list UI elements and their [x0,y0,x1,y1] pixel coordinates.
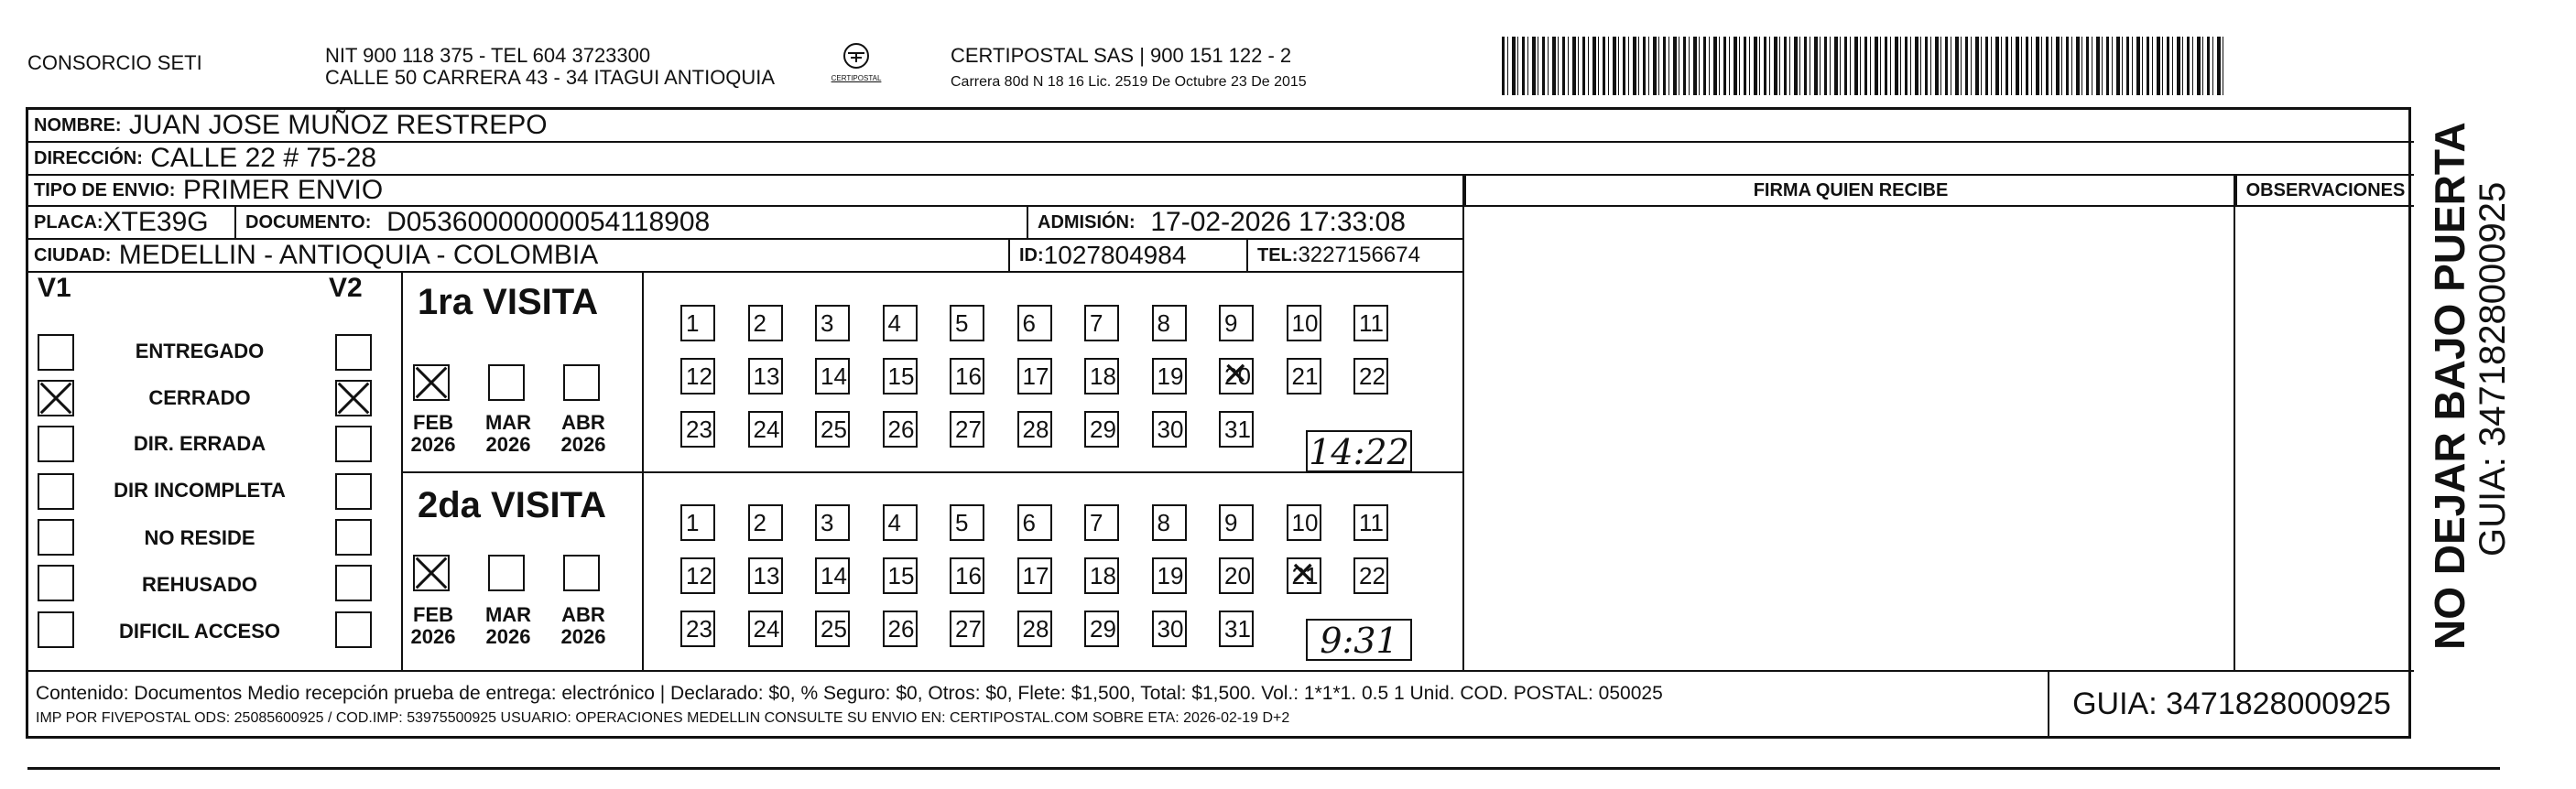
v1-no-reside[interactable] [38,519,74,556]
visit1-day-17[interactable]: 17 [1017,358,1052,394]
visit2-day-22[interactable]: 22 [1353,557,1388,594]
v1-entregado[interactable] [38,334,74,371]
visit2-day-11[interactable]: 11 [1353,504,1388,541]
visit1-day-7[interactable]: 7 [1084,305,1119,341]
direccion-label: DIRECCIÓN: [34,147,143,168]
visit1-abr-year: 2026 [560,433,606,456]
visit1-abr-check[interactable] [563,364,600,401]
id-label: ID: [1019,244,1044,265]
admision-label: ADMISIÓN: [1038,211,1136,232]
visit2-day-10[interactable]: 10 [1287,504,1321,541]
visit1-time: 14:22 [1306,430,1412,472]
visit1-day-24[interactable]: 24 [748,411,783,448]
visit1-day-14[interactable]: 14 [815,358,850,394]
footer-line2: IMP POR FIVEPOSTAL ODS: 25085600925 / COD.IMP: 53975500925 USUARIO: OPERACIONES MEDELLIN CONSULTE SU ENVIO EN: CERTIPOSTAL.COM SOBRE ETA: 2026-02-19 D+2 [36,710,1290,726]
visit2-day-3[interactable]: 3 [815,504,850,541]
firma-label: FIRMA QUIEN RECIBE [1753,179,1949,200]
visit2-abr [556,604,611,648]
documento-cell [234,207,1054,238]
visit2-mar-year: 2026 [485,625,531,648]
visit2-feb-month: FEB [413,603,453,626]
visit2-day-18[interactable]: 18 [1084,557,1119,594]
v1-dificil-acceso[interactable] [38,611,74,648]
v2-dificil-acceso[interactable] [335,611,372,648]
ciudad-value: MEDELLIN - ANTIOQUIA - COLOMBIA [118,240,599,270]
tipo-cell [34,176,383,205]
visit1-abr-month: ABR [561,411,605,434]
id-value: 1027804984 [1043,241,1187,269]
visit1-day-21[interactable]: 21 [1287,358,1321,394]
visit1-day-12[interactable]: 12 [680,358,715,394]
documento-label: DOCUMENTO: [245,211,372,232]
visit2-day-31[interactable]: 31 [1219,611,1254,647]
visit2-day-19[interactable]: 19 [1152,557,1187,594]
v1-cerrado[interactable] [38,380,74,416]
admision-value: 17-02-2026 17:33:08 [1150,207,1406,237]
v2-no-reside[interactable] [335,519,372,556]
v2-dir-errada[interactable] [335,426,372,462]
bottom-rule [27,767,2500,770]
visit2-day-15[interactable]: 15 [883,557,918,594]
visit2-abr-month: ABR [561,603,605,626]
v1-header: V1 [38,273,71,303]
visits-separator [401,471,1464,473]
side-guia: GUIA: 3471828000925 [2473,181,2513,557]
tel-cell [1246,240,1464,271]
visit1-mar-check[interactable] [488,364,525,401]
visit1-day-2[interactable]: 2 [748,305,783,341]
visit2-day-26[interactable]: 26 [883,611,918,647]
visit1-day-5[interactable]: 5 [950,305,984,341]
visit1-day-20[interactable]: 20 ✕ [1219,358,1254,394]
id-cell [1008,240,1274,271]
v1-dir-incompleta[interactable] [38,473,74,510]
visit2-day-13[interactable]: 13 [748,557,783,594]
visit2-day-27[interactable]: 27 [950,611,984,647]
visit2-day-30[interactable]: 30 [1152,611,1187,647]
direccion-value: CALLE 22 # 75-28 [150,143,377,173]
side-warning: NO DEJAR BAJO PUERTA [2426,122,2473,650]
certipostal-logo [829,42,884,97]
visit2-day-8[interactable]: 8 [1152,504,1187,541]
nombre-value: JUAN JOSE MUÑOZ RESTREPO [128,110,548,140]
visit2-day-20[interactable]: 20 [1219,557,1254,594]
v2-header: V2 [329,273,363,303]
visit1-feb [406,412,461,456]
visit2-time: 9:31 [1306,619,1412,661]
visit2-day-2[interactable]: 2 [748,504,783,541]
status-rehusado: REHUSADO [142,573,257,596]
placa-row [28,207,1464,240]
visit1-day-28[interactable]: 28 [1017,411,1052,448]
placa-cell [34,207,209,238]
placa-value: XTE39G [103,207,209,237]
obs-header [2235,176,2414,205]
visit2-feb-year: 2026 [410,625,456,648]
ciudad-cell [34,240,598,271]
visit2-mar [481,604,536,648]
visit2-mar-check[interactable] [488,555,525,591]
visit1-day-18[interactable]: 18 [1084,358,1119,394]
visit1-day-9[interactable]: 9 [1219,305,1254,341]
nombre-label: NOMBRE: [34,114,122,135]
visit1-day-13[interactable]: 13 [748,358,783,394]
footer-line1: Contenido: Documentos Medio recepción prueba de entrega: electrónico | Declarado: $0, % Seguro: $0, Otros: $0, Flete: $1,500, Total: $1,500. Vol.: 1*1*1. 0.5 1 Unid. COD. POSTAL: 050025 [36,683,1663,704]
nombre-row [28,110,2414,143]
visit1-day-16[interactable]: 16 [950,358,984,394]
visit2-day-7[interactable]: 7 [1084,504,1119,541]
nit-line: NIT 900 118 375 - TEL 604 3723300 [325,44,651,67]
certipostal-line2: Carrera 80d N 18 16 Lic. 2519 De Octubre 23 De 2015 [951,74,1307,90]
visit1-day-22[interactable]: 22 [1353,358,1388,394]
v1-rehusado[interactable] [38,565,74,601]
visit2-title: 2da VISITA [418,485,606,525]
visit1-mar-month: MAR [484,411,532,434]
visit2-day-14[interactable]: 14 [815,557,850,594]
visit1-abr [556,412,611,456]
status-no-reside: NO RESIDE [144,526,255,549]
visit1-day-15[interactable]: 15 [883,358,918,394]
status-cerrado: CERRADO [148,386,251,409]
barcode [1502,37,2225,95]
ciudad-row [28,240,1464,273]
obs-left-border [2234,176,2235,670]
visit2-abr-year: 2026 [560,625,606,648]
visit2-day-12[interactable]: 12 [680,557,715,594]
status-dir-errada: DIR. ERRADA [133,432,266,455]
footer-guia-text: GUIA: 3471828000925 [2072,686,2391,721]
visit1-day-25[interactable]: 25 [815,411,850,448]
visit1-day-31[interactable]: 31 [1219,411,1254,448]
visit2-mar-month: MAR [484,603,532,626]
footer-guia-box [2048,672,2414,736]
visit1-day-1[interactable]: 1 [680,305,715,341]
visit1-day-23[interactable]: 23 [680,411,715,448]
visit1-day-26[interactable]: 26 [883,411,918,448]
certipostal-line1: CERTIPOSTAL SAS | 900 151 122 - 2 [951,44,1292,67]
address-line: CALLE 50 CARRERA 43 - 34 ITAGUI ANTIOQUIA [325,66,776,89]
visit2-day-1[interactable]: 1 [680,504,715,541]
tipo-row [28,176,2414,207]
visit2-day-9[interactable]: 9 [1219,504,1254,541]
visit1-day-10[interactable]: 10 [1287,305,1321,341]
visit1-day-11[interactable]: 11 [1353,305,1388,341]
visit2-day-6[interactable]: 6 [1017,504,1052,541]
visit1-title: 1ra VISITA [418,282,599,322]
visit1-day-3[interactable]: 3 [815,305,850,341]
visit2-day-25[interactable]: 25 [815,611,850,647]
visit2-day-4[interactable]: 4 [883,504,918,541]
visit1-feb-check[interactable] [413,364,450,401]
tipo-value: PRIMER ENVIO [182,175,384,205]
visit1-feb-month: FEB [413,411,453,434]
v2-rehusado[interactable] [335,565,372,601]
direccion-row [28,143,2414,176]
admision-cell [1027,207,1464,238]
visit2-day-24[interactable]: 24 [748,611,783,647]
visit1-day-4[interactable]: 4 [883,305,918,341]
visit1-mar-year: 2026 [485,433,531,456]
tipo-label: TIPO DE ENVIO: [34,179,176,200]
visit1-feb-year: 2026 [410,433,456,456]
visit2-day-29[interactable]: 29 [1084,611,1119,647]
visit1-day-8[interactable]: 8 [1152,305,1187,341]
v2-cerrado[interactable] [335,380,372,416]
v2-entregado[interactable] [335,334,372,371]
obs-label: OBSERVACIONES [2245,179,2406,200]
visit1-day-29[interactable]: 29 [1084,411,1119,448]
ciudad-label: CIUDAD: [34,244,112,265]
visit2-day-23[interactable]: 23 [680,611,715,647]
placa-label: PLACA: [34,211,103,232]
v2-dir-incompleta[interactable] [335,473,372,510]
firma-left-border [1462,176,1464,670]
visit2-day-16[interactable]: 16 [950,557,984,594]
firma-header [1464,176,2235,205]
delivery-form [26,107,2411,739]
visit1-day-30[interactable]: 30 [1152,411,1187,448]
visit2-feb [406,604,461,648]
visit2-day-17[interactable]: 17 [1017,557,1052,594]
logo-text: CERTIPOSTAL [831,74,882,82]
tel-label: TEL: [1257,244,1299,265]
documento-value: D05360000000054118908 [386,207,711,237]
visit2-abr-check[interactable] [563,555,600,591]
status-dificil-acceso: DIFICIL ACCESO [118,620,280,643]
company-name: CONSORCIO SETI [27,51,202,74]
status-entregado: ENTREGADO [135,340,265,362]
visit2-feb-check[interactable] [413,555,450,591]
visit2-day-21[interactable]: 21 ✕ [1287,557,1321,594]
tel-value: 3227156674 [1298,243,1420,267]
visit1-day-19[interactable]: 19 [1152,358,1187,394]
visit2-day-5[interactable]: 5 [950,504,984,541]
visit2-day-28[interactable]: 28 [1017,611,1052,647]
v1-dir-errada[interactable] [38,426,74,462]
status-dir-incompleta: DIR INCOMPLETA [114,479,286,502]
visit1-mar [481,412,536,456]
visit1-day-6[interactable]: 6 [1017,305,1052,341]
visit1-day-27[interactable]: 27 [950,411,984,448]
